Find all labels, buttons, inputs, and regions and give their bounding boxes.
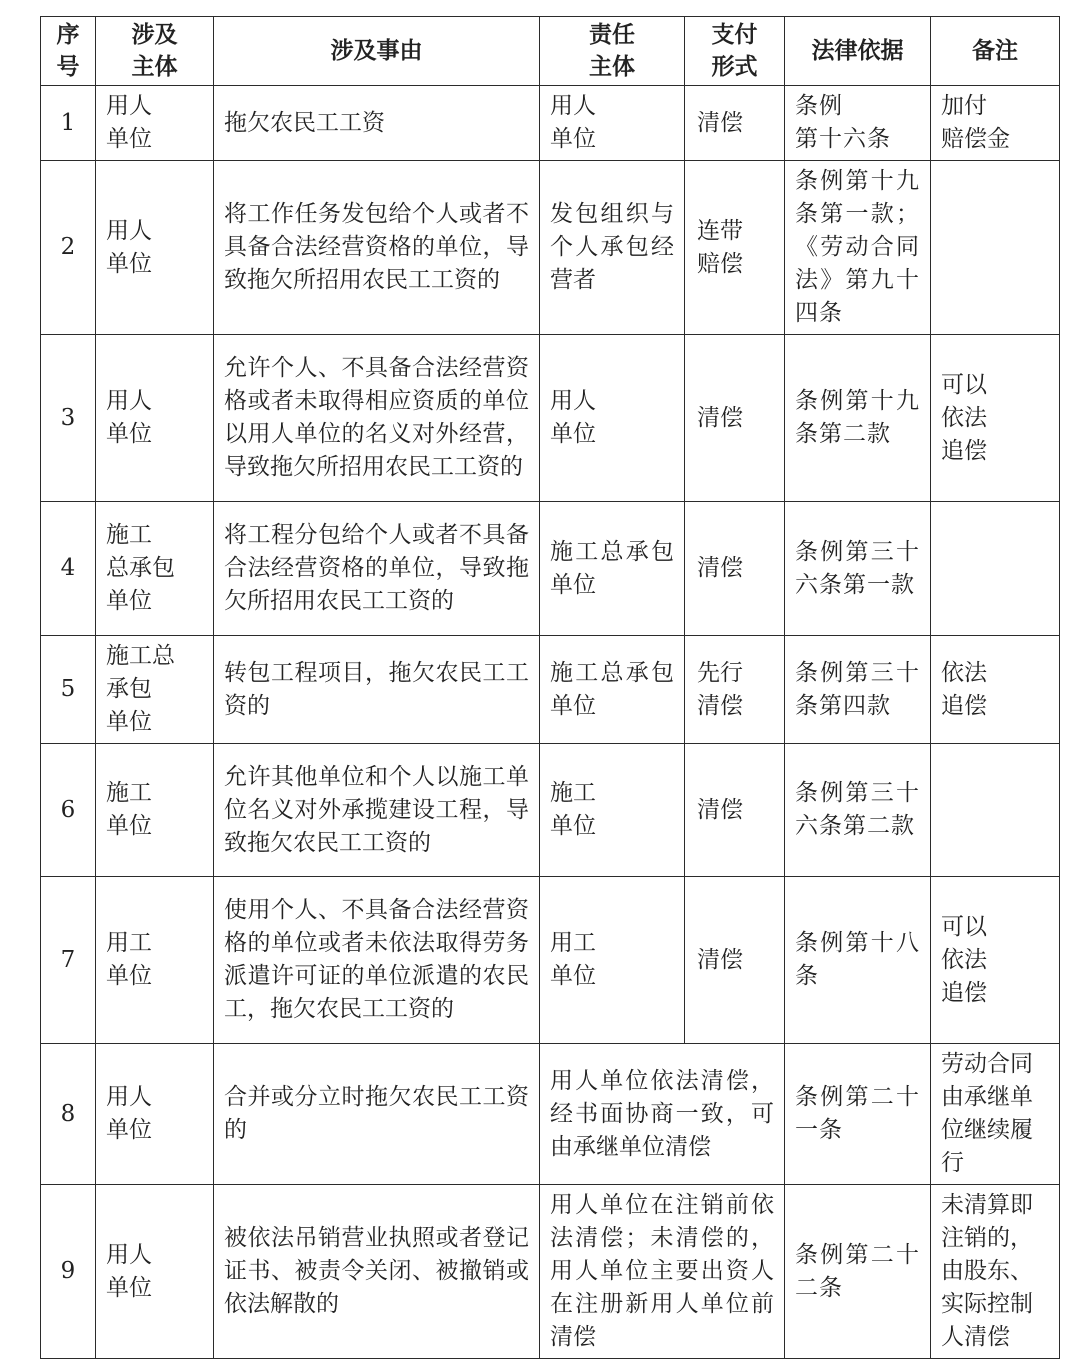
header-basis: 法律依据 [785, 17, 931, 86]
row-basis: 条例第十九条第二款 [785, 335, 931, 502]
table-row [41, 1044, 1060, 1185]
row-remark: 可以 依法 追偿 [931, 335, 1060, 502]
header-remark: 备注 [931, 17, 1060, 86]
row-payment: 清偿 [685, 877, 785, 1044]
row-reason: 允许个人、不具备合法经营资格或者未取得相应资质的单位以用人单位的名义对外经营，导致拖欠所招用农民工工资的 [214, 335, 540, 502]
row-remark [931, 161, 1060, 335]
header-payment: 支付 形式 [685, 17, 785, 86]
table-row [41, 744, 1060, 877]
header-num: 序 号 [41, 17, 96, 86]
header-subject: 涉及 主体 [96, 17, 214, 86]
row-reason: 允许其他单位和个人以施工单位名义对外承揽建设工程，导致拖欠农民工工资的 [214, 744, 540, 877]
row-remark [931, 502, 1060, 636]
row-payment: 先行 清偿 [685, 636, 785, 744]
row-reason: 拖欠农民工工资 [214, 86, 540, 161]
row-responsible: 施工总承包单位 [540, 636, 685, 744]
row-subject: 用人 单位 [96, 335, 214, 502]
row-reason: 被依法吊销营业执照或者登记证书、被责令关闭、被撤销或依法解散的 [214, 1185, 540, 1359]
table-row [41, 86, 1060, 161]
row-remark: 未清算即注销的，由股东、实际控制人清偿 [931, 1185, 1060, 1359]
row-remark: 加付 赔偿金 [931, 86, 1060, 161]
table-row [41, 161, 1060, 335]
row-num: 6 [41, 744, 96, 877]
row-num: 9 [41, 1185, 96, 1359]
row-subject: 用人 单位 [96, 86, 214, 161]
table-row [41, 502, 1060, 636]
row-num: 5 [41, 636, 96, 744]
row-responsible: 用人 单位 [540, 335, 685, 502]
row-basis: 条例第十九条第一款；《劳动合同法》第九十四条 [785, 161, 931, 335]
row-reason: 将工作任务发包给个人或者不具备合法经营资格的单位，导致拖欠所招用农民工工资的 [214, 161, 540, 335]
table-row [41, 335, 1060, 502]
row-payment: 清偿 [685, 335, 785, 502]
row-num: 1 [41, 86, 96, 161]
row-basis: 条例第三十六条第二款 [785, 744, 931, 877]
row-basis: 条例 第十六条 [785, 86, 931, 161]
row-subject: 施工 总承包 单位 [96, 502, 214, 636]
table-row [41, 636, 1060, 744]
table-row [41, 1185, 1060, 1359]
row-num: 3 [41, 335, 96, 502]
liability-table [40, 16, 1060, 1359]
row-responsible: 用人 单位 [540, 86, 685, 161]
row-responsible-payment: 用人单位在注销前依法清偿；未清偿的，用人单位主要出资人在注册新用人单位前清偿 [540, 1185, 785, 1359]
row-subject: 施工总 承包 单位 [96, 636, 214, 744]
row-num: 2 [41, 161, 96, 335]
row-responsible: 发包组织与个人承包经营者 [540, 161, 685, 335]
header-responsible: 责任 主体 [540, 17, 685, 86]
row-responsible: 施工总承包单位 [540, 502, 685, 636]
row-subject: 用人 单位 [96, 1185, 214, 1359]
row-remark: 依法 追偿 [931, 636, 1060, 744]
row-payment: 清偿 [685, 744, 785, 877]
row-subject: 施工 单位 [96, 744, 214, 877]
row-reason: 使用个人、不具备合法经营资格的单位或者未依法取得劳务派遣许可证的单位派遣的农民工，拖欠农民工工资的 [214, 877, 540, 1044]
row-basis: 条例第十八条 [785, 877, 931, 1044]
row-basis: 条例第二十一条 [785, 1044, 931, 1185]
row-reason: 将工程分包给个人或者不具备合法经营资格的单位，导致拖欠所招用农民工工资的 [214, 502, 540, 636]
row-reason: 合并或分立时拖欠农民工工资的 [214, 1044, 540, 1185]
row-subject: 用人 单位 [96, 1044, 214, 1185]
row-payment: 清偿 [685, 502, 785, 636]
row-responsible: 施工 单位 [540, 744, 685, 877]
row-subject: 用工 单位 [96, 877, 214, 1044]
row-payment: 连带 赔偿 [685, 161, 785, 335]
row-num: 8 [41, 1044, 96, 1185]
row-responsible: 用工 单位 [540, 877, 685, 1044]
row-responsible-payment: 用人单位依法清偿，经书面协商一致，可由承继单位清偿 [540, 1044, 785, 1185]
row-payment: 清偿 [685, 86, 785, 161]
row-num: 7 [41, 877, 96, 1044]
table-header-row [41, 17, 1060, 86]
row-remark: 劳动合同由承继单位继续履行 [931, 1044, 1060, 1185]
row-remark: 可以 依法 追偿 [931, 877, 1060, 1044]
table-row [41, 877, 1060, 1044]
header-reason: 涉及事由 [214, 17, 540, 86]
row-basis: 条例第三十六条第一款 [785, 502, 931, 636]
row-basis: 条例第三十条第四款 [785, 636, 931, 744]
row-subject: 用人 单位 [96, 161, 214, 335]
row-num: 4 [41, 502, 96, 636]
row-remark [931, 744, 1060, 877]
row-reason: 转包工程项目，拖欠农民工工资的 [214, 636, 540, 744]
row-basis: 条例第二十二条 [785, 1185, 931, 1359]
